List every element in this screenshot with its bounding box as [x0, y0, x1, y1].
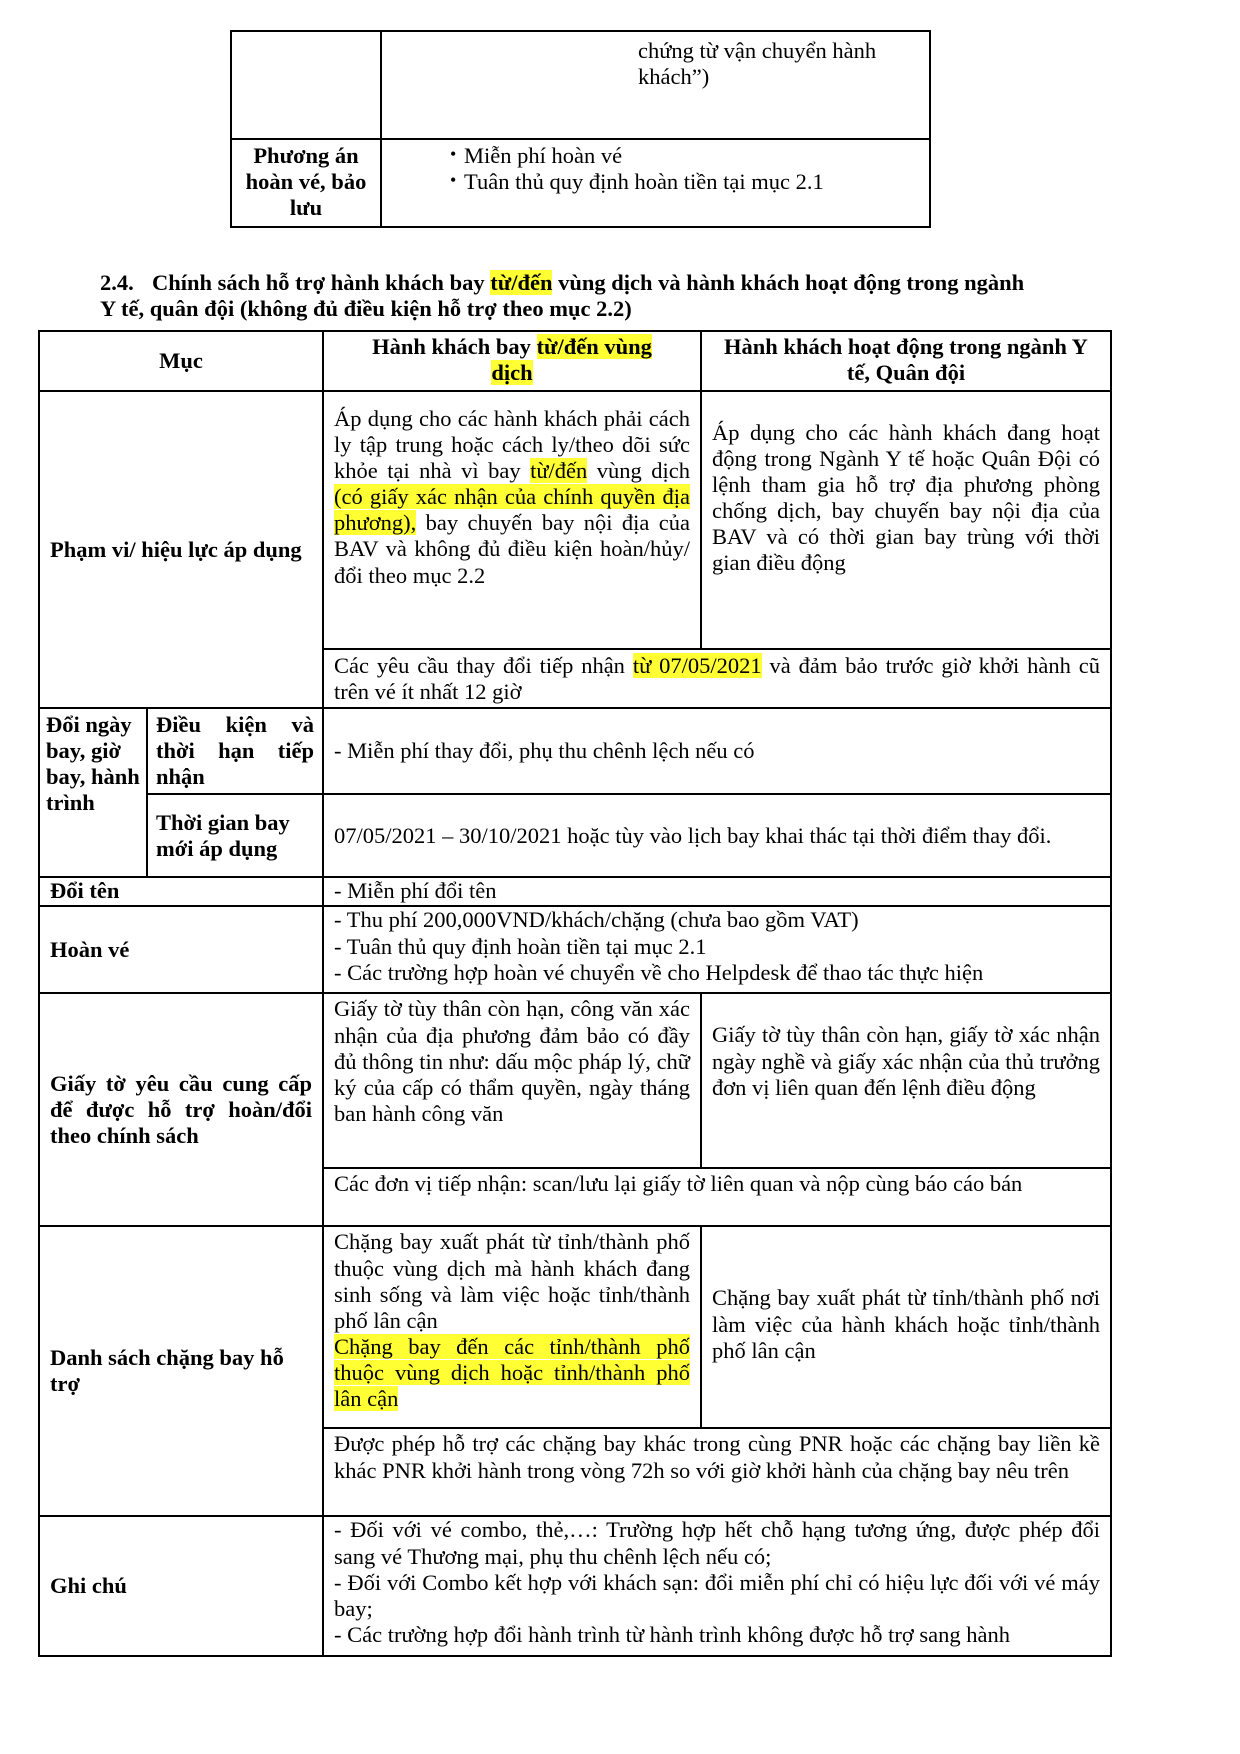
table-row: [39, 877, 1111, 906]
refund-option-label: Phương án hoàn vé, bảo lưu: [231, 139, 381, 227]
header-col1: Hành khách bay từ/đến vùng dịch: [323, 331, 701, 391]
refund-option-list: [381, 139, 930, 227]
top-table: [230, 30, 931, 228]
docs-col1: Giấy tờ tùy thân còn hạn, công văn xác nhận của địa phương đảm bảo có đầy đủ thông tin như: dấu mộc pháp lý, chữ ký của cấp có thẩm quyền, ngày tháng ban hành công văn: [323, 993, 701, 1168]
list-item: - Các trường hợp hoàn vé chuyển về cho Helpdesk để thao tác thực hiện: [334, 959, 984, 985]
list-item: • Miễn phí hoàn vé: [444, 143, 921, 169]
change-time-value: 07/05/2021 – 30/10/2021 hoặc tùy vào lịch bay khai thác tại thời điểm thay đổi.: [323, 794, 1111, 877]
rename-label: Đổi tên: [39, 877, 323, 906]
policy-table: [38, 330, 1112, 1657]
section-heading: [100, 270, 1140, 321]
change-label: Đổi ngày bay, giờ bay, hành trình: [39, 708, 147, 877]
table-row: [39, 331, 1111, 391]
segments-col1: Chặng bay xuất phát từ tỉnh/thành phố thuộc vùng dịch mà hành khách đang sinh sống và làm việc hoặc tỉnh/thành phố lân cận Chặng bay đến các tỉnh/thành phố thuộc vùng dịch hoặc tỉnh/thành phố lân cận: [323, 1226, 701, 1428]
table-row: [39, 1516, 1111, 1656]
docs-col2: Giấy tờ tùy thân còn hạn, giấy tờ xác nhận ngày nghề và giấy xác nhận của thủ trưởng đơn vị liên quan đến lệnh điều động: [701, 993, 1111, 1168]
top-empty-cell: [231, 31, 381, 139]
table-row: [39, 708, 1111, 794]
header-muc: Mục: [39, 331, 323, 391]
scope-col2: Áp dụng cho các hành khách đang hoạt động trong Ngành Y tế hoặc Quân Đội có lệnh tham gia hỗ trợ địa phương phòng chống dịch, bay chuyến bay nội địa của BAV và có thời gian bay trùng với thời gian điều động: [701, 391, 1111, 649]
rename-value: - Miễn phí đổi tên: [323, 877, 1111, 906]
docs-label: Giấy tờ yêu cầu cung cấp để được hỗ trợ hoàn/đổi theo chính sách: [39, 993, 323, 1226]
section-number: 2.4.: [100, 270, 134, 295]
section-title-b: vùng dịch và hành khách hoạt động trong ngành: [552, 270, 1025, 295]
table-row: [39, 993, 1111, 1168]
section-title-highlight: từ/đến: [490, 270, 553, 295]
list-item: - Đối với Combo kết hợp với khách sạn: đổi miễn phí chỉ có hiệu lực đối với vé máy bay;: [334, 1569, 1100, 1621]
section-title-a: Chính sách hỗ trợ hành khách bay: [152, 270, 491, 295]
scope-col1: Áp dụng cho các hành khách phải cách ly tập trung hoặc cách ly/theo dõi sức khỏe tại nhà vì bay từ/đến vùng dịch (có giấy xác nhận của chính quyền địa phương), bay chuyến bay nội địa của BAV và không đủ điều kiện hoàn/hủy/đổi theo mục 2.2: [323, 391, 701, 649]
continuation-text: chứng từ vận chuyển hành khách”): [638, 38, 877, 90]
table-row: [39, 391, 1111, 649]
list-item: - Các trường hợp đổi hành trình từ hành trình không được hỗ trợ sang hành: [334, 1621, 1010, 1647]
list-item: - Thu phí 200,000VND/khách/chặng (chưa bao gồm VAT): [334, 907, 859, 933]
table-row: [39, 906, 1111, 993]
notes-value: [323, 1516, 1111, 1656]
segments-col2: Chặng bay xuất phát từ tỉnh/thành phố nơi làm việc của hành khách hoặc tỉnh/thành phố lân cận: [701, 1226, 1111, 1428]
change-cond-value: - Miễn phí thay đổi, phụ thu chênh lệch nếu có: [323, 708, 1111, 794]
refund-label: Hoàn vé: [39, 906, 323, 993]
scope-label: Phạm vi/ hiệu lực áp dụng: [39, 391, 323, 708]
table-row: [39, 1226, 1111, 1428]
docs-merged: Các đơn vị tiếp nhận: scan/lưu lại giấy tờ liên quan và nộp cùng báo cáo bán: [323, 1168, 1111, 1226]
change-time-label: Thời gian bay mới áp dụng: [147, 794, 323, 877]
table-row: [39, 794, 1111, 877]
notes-label: Ghi chú: [39, 1516, 323, 1656]
list-item: • Tuân thủ quy định hoàn tiền tại mục 2.1: [444, 169, 921, 195]
list-item: - Đối với vé combo, thẻ,…: Trường hợp hết chỗ hạng tương ứng, được phép đổi sang vé Thương mại, phụ thu chênh lệch nếu có;: [334, 1517, 1100, 1569]
header-col2: Hành khách hoạt động trong ngành Y tế, Quân đội: [701, 331, 1111, 391]
section-title-line2: Y tế, quân đội (không đủ điều kiện hỗ trợ theo mục 2.2): [100, 295, 632, 321]
list-item: - Tuân thủ quy định hoàn tiền tại mục 2.1: [334, 933, 707, 959]
segments-merged: Được phép hỗ trợ các chặng bay khác trong cùng PNR hoặc các chặng bay liền kề khác PNR khởi hành trong vòng 72h so với giờ khởi hành của chặng bay nêu trên: [323, 1428, 1111, 1516]
scope-merged: Các yêu cầu thay đổi tiếp nhận từ 07/05/2021 và đảm bảo trước giờ khởi hành cũ trên vé ít nhất 12 giờ: [323, 649, 1111, 708]
refund-value: [323, 906, 1111, 993]
segments-label: Danh sách chặng bay hỗ trợ: [39, 1226, 323, 1516]
continuation-cell: [381, 31, 930, 139]
change-cond-label: Điều kiện và thời hạn tiếp nhận: [147, 708, 323, 794]
